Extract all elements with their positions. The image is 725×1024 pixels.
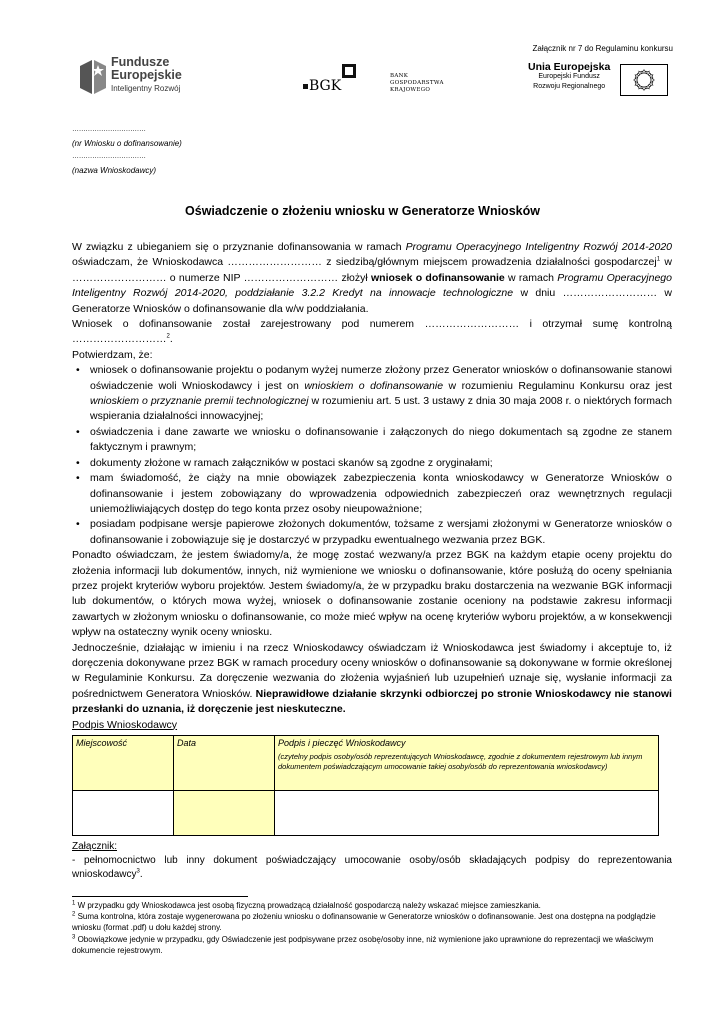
bgk-name-line-2: KRAJOWEGO [390, 87, 431, 93]
header-cell-signature [275, 736, 659, 791]
column-label-signature: Podpis i pieczęć Wnioskodawcy [278, 738, 406, 748]
attachment-end: . [139, 869, 143, 880]
p5-text: Jednocześnie, działając w imieniu i na rzecz Wnioskodawcy oświadczam iż Wnioskodawca jest świadomy i akceptuje to, iż doręczenia dokonywane przez BGK w ramach procedury oceny wniosków o dofinansowanie są dokonywane w formie określonej w Regulaminie Konkursu. Za doręczenie wezwania do złożenia wyjaśnień lub uzupełnień uznaje się, wysłanie informacji za pośrednictwem Generatora Wniosków. [72, 641, 672, 700]
bgk-mark-icon [300, 64, 360, 100]
header-cell-place [73, 736, 174, 791]
footnote-number: 2 [72, 911, 76, 918]
application-number-field[interactable]: …………………………… [72, 126, 146, 133]
fe-title-2: Europejskie [111, 68, 182, 82]
footnote-text: Suma kontrolna, która zostaje wygenerowana po złożeniu wniosku o dofinansowanie w Generatorze wniosków o dofinansowanie. Jest ona dostępna na podglądzie wniosku (format .pdf) u dołu każdej strony. [72, 912, 656, 933]
ue-title: Unia Europejska [528, 61, 611, 73]
p1-text-h: w dniu ……………………… w Generatorze Wniosków o dofinansowanie dla w/w poddziałania. [72, 287, 672, 315]
paragraph-3: Potwierdzam, że: [72, 348, 153, 361]
b1-text-a: wniosek o dofinansowanie projektu o podanym wyżej numerze złożony przez Generator wniosków o dofinansowanie stanowi oświadczenie woli Wnioskodawcy i jest on [90, 364, 672, 392]
fe-star-icon [78, 56, 108, 96]
footnote-ref-2: 2 [166, 333, 170, 340]
list-item [90, 363, 672, 425]
unia-europejska-logo [528, 62, 610, 92]
list-item: • oświadczenia i dane zawarte we wniosku o dofinansowanie i załączonych do niego dokumentach są zgodne ze stanem faktycznym i prawnym; [90, 425, 672, 456]
table-row [73, 791, 659, 836]
p1-text-c: oświadczam, że Wnioskodawca ……………………… z siedzibą/głównym miejscem prowadzenia działalności gospodarczej [72, 256, 657, 269]
p2-text: Wniosek o dofinansowanie został zarejestrowany pod numerem ……………………… i otrzymał sumę kontrolną ……………………… [72, 318, 672, 346]
applicant-name-label: (nazwa Wnioskodawcy) [72, 166, 157, 175]
list-item: • posiadam podpisane wersje papierowe złożonych dokumentów, tożsame z wersjami złożonymi w Generatorze wniosków o dofinansowanie i zobowiązuje się je dostarczyć w przypadku ewentualnego wezwania przez BGK. [90, 517, 672, 548]
p1-text-f: w ramach [504, 271, 558, 284]
bgk-letters: BGK [309, 78, 342, 94]
attachment-text: - pełnomocnictwo lub inny dokument poświadczający umocowanie osoby/osób składających podpisy do reprezentowania wnioskodawcy [72, 855, 672, 880]
p1-subaction-name: Programu Operacyjnego Inteligentny Rozwój 2014-2020, poddziałanie 3.2.2 Kredyt na innowacje technologiczne [72, 271, 672, 300]
footnote [72, 911, 672, 933]
ue-subtitle-2: Rozwoju Regionalnego [533, 83, 606, 90]
signature-note: (czytelny podpis osoby/osób reprezentujących Wnioskodawcę, zgodnie z dokumentem rejestrowym lub innym dokumentem poświadczającym umocowanie takiej osoby/osób do reprezentowania wnioskodawcy) [278, 752, 643, 771]
paragraph-2 [72, 317, 672, 348]
declaration-body [72, 240, 672, 733]
attachment-item [72, 854, 672, 882]
fe-title-1: Fundusze [111, 55, 170, 69]
footnote-text: W przypadku gdy Wnioskodawca jest osobą fizyczną prowadzącą działalność gospodarczą należy wskazać miejsce zamieszkania. [75, 901, 541, 910]
list-item: • dokumenty złożone w ramach załączników w postaci skanów są zgodne z oryginałami; [90, 456, 672, 471]
paragraph-1 [72, 240, 672, 317]
table-row [73, 736, 659, 791]
b1-text-e: w rozumieniu art. 5 ust. 3 ustawy z dnia 30 maja 2008 r. o niektórych formach wspierania działalności innowacyjnej; [90, 395, 672, 423]
date-input-cell[interactable] [174, 791, 275, 836]
attachments-heading: Załącznik: [72, 841, 118, 852]
bgk-name-line-1: BANK GOSPODARSTWA [390, 73, 444, 86]
fundusze-europejskie-logo [78, 56, 182, 96]
application-number-label: (nr Wniosku o dofinansowanie) [72, 139, 182, 148]
footnote-number: 1 [72, 900, 76, 907]
confirmation-list [72, 363, 672, 548]
b1-text-b: wnioskiem o dofinansowanie [304, 379, 444, 392]
ue-subtitle-1: Europejski Fundusz [538, 73, 600, 80]
paragraph-4: Ponadto oświadczam, że jestem świadomy/a, że mogę zostać wezwany/a przez BGK na każdym etapie oceny projektu do złożenia informacji lub dokumentów, innych, niż wymienione we wniosku o dofinansowanie, które posłużą do oceny spełniania przez projekt kryteriów wyboru projektów. Jestem świadomy/a, że w przypadku braku dostarczenia na wezwanie BGK informacji lub dokumentów, o których mowa wyżej, wniosek o dofinansowanie zostanie oceniony na podstawie zakresu informacji zawartych w złożonym wniosku o dofinansowanie, co może mieć wpływ na ocenę kryteriów wyboru projektów, a w konsekwencji wpływ na ostateczny wynik oceny wniosku. [72, 549, 672, 639]
footnotes [72, 900, 672, 956]
p5-bold-text: Nieprawidłowe działanie skrzynki odbiorczej po stronie Wnioskodawcy nie stanowi przesłanki do uznania, iż doręczenie jest nieskuteczne. [72, 687, 672, 716]
p2-end: . [169, 333, 173, 346]
signature-table [72, 735, 659, 836]
footnote [72, 900, 672, 911]
footnote-number: 3 [72, 933, 76, 940]
footnote-text: Obowiązkowe jedynie w przypadku, gdy Oświadczenie jest podpisywane przez osobę/osoby inne, niż wymienione jako uprawnione do reprezentacji we właściwym dokumencie rejestrowym. [72, 934, 654, 955]
column-label-date: Data [177, 738, 197, 748]
signature-heading: Podpis Wnioskodawcy [72, 718, 178, 731]
b1-text-c: w rozumieniu Regulaminu Konkursu oraz jest [443, 379, 672, 392]
eu-flag-icon [620, 64, 668, 96]
footnote [72, 934, 672, 956]
p1-application-bold: wniosek o dofinansowanie [370, 271, 505, 284]
logo-bar [0, 56, 725, 102]
bgk-logo [300, 64, 460, 100]
p1-program-name: Programu Operacyjnego Inteligentny Rozwój 2014-2020 [405, 241, 672, 253]
list-item: • mam świadomość, że ciąży na mnie obowiązek zabezpieczenia konta wnioskodawcy w Generatorze Wniosków o dofinansowanie i jestem zobowiązany do wprowadzenia odpowiednich zabezpieczeń oraz wewnętrznych regulacji uniemożliwiających dostęp do tego konta przez osoby nieupoważnione; [90, 471, 672, 517]
footnote-ref-1: 1 [656, 256, 661, 263]
document-title: Oświadczenie o złożeniu wniosku w Generatorze Wniosków [185, 204, 540, 218]
header-cell-date [174, 736, 275, 791]
fe-subtitle: Inteligentny Rozwój [111, 84, 181, 93]
place-input-cell[interactable] [73, 791, 174, 836]
paragraph-5 [72, 641, 672, 718]
p1-text-d: w ……………………… o numerze NIP ……………………… złożył [72, 256, 673, 284]
attachments-section [72, 840, 672, 882]
footnote-divider [72, 896, 248, 897]
column-label-place: Miejscowość [76, 738, 128, 748]
annex-label: Załącznik nr 7 do Regulaminu konkursu [532, 44, 673, 53]
p1-text-a: W związku z ubieganiem się o przyznanie dofinansowania w ramach [72, 241, 406, 253]
b1-text-d: wnioskiem o przyznanie premii technologicznej [90, 395, 309, 408]
footnote-ref-3: 3 [136, 868, 140, 875]
applicant-name-field[interactable]: …………………………… [72, 153, 146, 160]
signature-input-cell[interactable] [275, 791, 659, 836]
